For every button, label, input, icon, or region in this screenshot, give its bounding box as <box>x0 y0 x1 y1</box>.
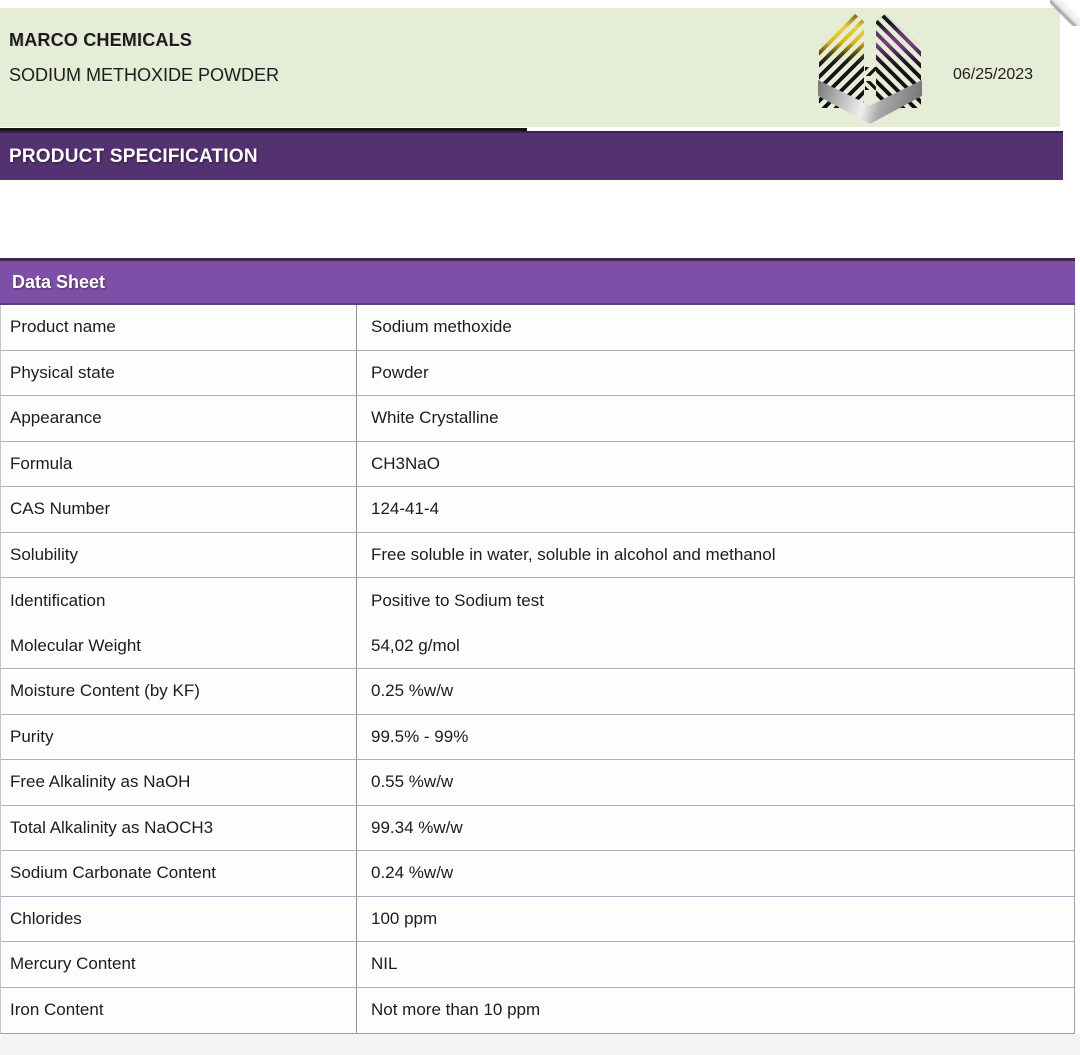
spec-label: Sodium Carbonate Content <box>1 851 357 896</box>
spec-value: 0.55 %w/w <box>371 772 454 792</box>
spec-value: NIL <box>371 954 398 974</box>
data-sheet <box>0 258 1075 1034</box>
product-title: SODIUM METHOXIDE POWDER <box>9 65 280 85</box>
row-mercury-content <box>1 942 1074 988</box>
spec-table <box>0 305 1075 1034</box>
spec-label: Solubility <box>1 533 357 578</box>
row-cas-number <box>1 487 1074 533</box>
spec-label: Physical state <box>1 351 357 396</box>
page-corner-curl <box>1050 0 1080 26</box>
letterhead <box>0 8 1060 127</box>
spec-value: Sodium methoxide <box>371 317 512 337</box>
row-free-alkalinity <box>1 760 1074 806</box>
spec-value <box>357 578 1074 668</box>
spec-value: 100 ppm <box>371 908 438 928</box>
company-name: MARCO CHEMICALS <box>9 30 192 50</box>
section-banner-title: PRODUCT SPECIFICATION <box>9 145 258 167</box>
spec-value: 124-41-4 <box>371 499 440 519</box>
spec-label: Formula <box>1 442 357 487</box>
row-solubility <box>1 533 1074 579</box>
data-sheet-header <box>0 258 1075 305</box>
row-purity <box>1 715 1074 761</box>
spec-label: Total Alkalinity as NaOCH3 <box>1 806 357 851</box>
spec-label: Appearance <box>1 396 357 441</box>
spec-value: Not more than 10 ppm <box>371 1000 541 1020</box>
spec-label: Product name <box>1 305 357 350</box>
spec-value: 99.5% - 99% <box>371 726 469 746</box>
row-product-name <box>1 305 1074 351</box>
spec-value: CH3NaO <box>371 453 440 473</box>
spec-label <box>1 578 357 668</box>
spec-label: Mercury Content <box>1 942 357 987</box>
spec-value: Powder <box>371 362 429 382</box>
spec-label-line: Molecular Weight <box>10 635 142 655</box>
spec-label: CAS Number <box>1 487 357 532</box>
spec-value: 0.25 %w/w <box>371 681 454 701</box>
spec-value: Free soluble in water, soluble in alcohol and methanol <box>371 544 776 564</box>
spec-label-line: Identification <box>10 590 106 610</box>
spec-label: Free Alkalinity as NaOH <box>1 760 357 805</box>
spec-value: 0.24 %w/w <box>371 863 454 883</box>
row-physical-state <box>1 351 1074 397</box>
row-sodium-carbonate <box>1 851 1074 897</box>
logo-center-dash-icon <box>865 67 876 76</box>
logo-center-dash-icon <box>865 81 876 90</box>
company-logo-icon <box>818 10 922 124</box>
row-iron-content <box>1 988 1074 1034</box>
document-date: 06/25/2023 <box>953 66 1034 83</box>
row-chlorides <box>1 897 1074 943</box>
row-identification-molecular-weight <box>1 578 1074 669</box>
spec-label: Chlorides <box>1 897 357 942</box>
spec-label: Iron Content <box>1 988 357 1034</box>
section-banner <box>0 131 1063 180</box>
row-moisture-content <box>1 669 1074 715</box>
row-formula <box>1 442 1074 488</box>
row-total-alkalinity <box>1 806 1074 852</box>
data-sheet-title: Data Sheet <box>12 271 106 292</box>
spec-label: Purity <box>1 715 357 760</box>
spec-value-line: Positive to Sodium test <box>371 590 544 610</box>
spec-value: White Crystalline <box>371 408 499 428</box>
spec-value: 99.34 %w/w <box>371 817 463 837</box>
spec-value-line: 54,02 g/mol <box>371 635 460 655</box>
spec-label: Moisture Content (by KF) <box>1 669 357 714</box>
page-bottom-margin <box>0 1034 1080 1055</box>
row-appearance <box>1 396 1074 442</box>
